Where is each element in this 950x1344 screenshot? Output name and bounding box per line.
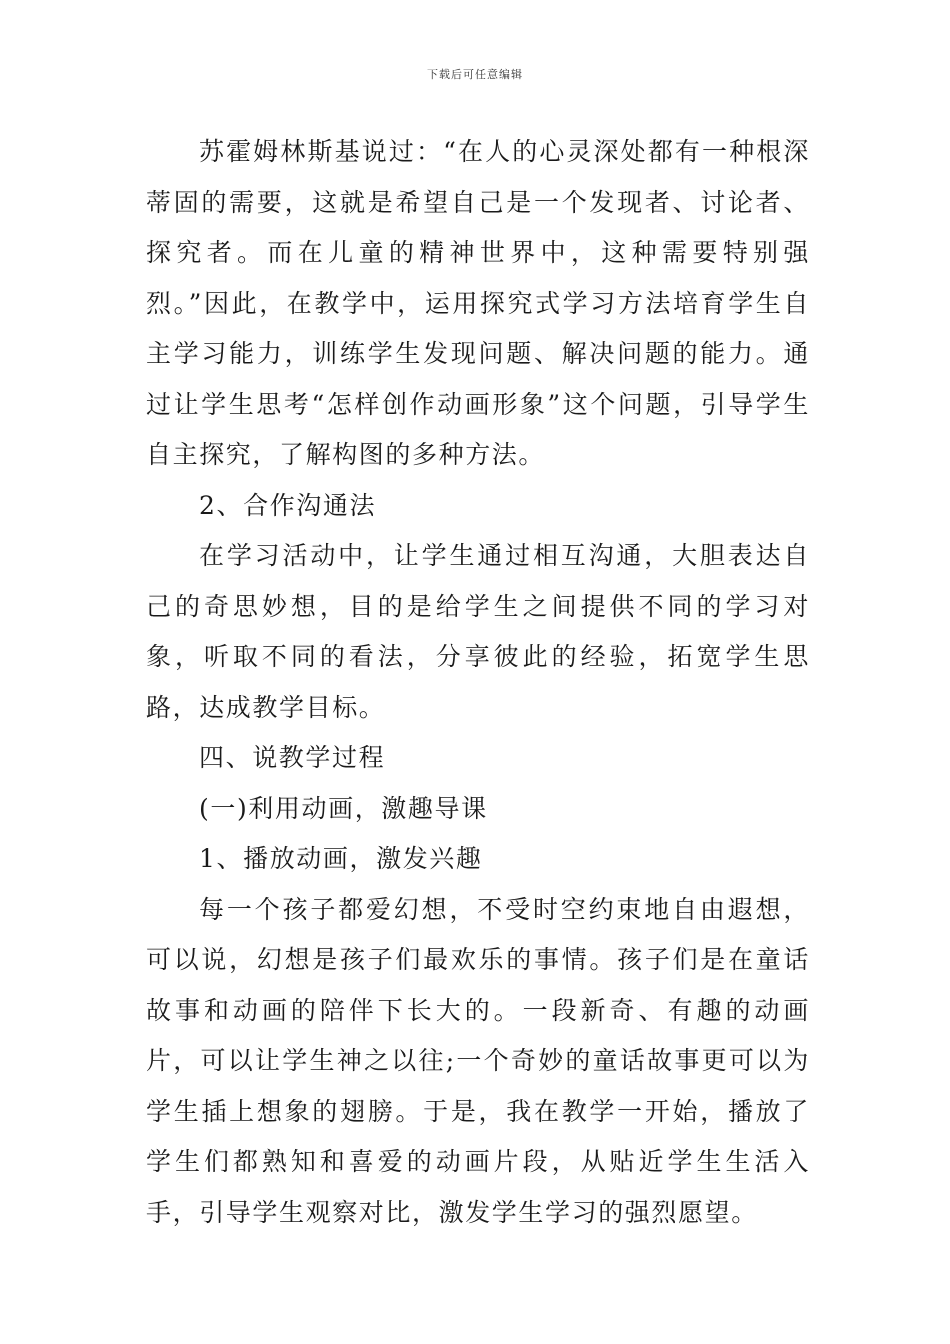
document-body [146,127,810,1238]
paragraph-quote-sukhomlinsky: 苏霍姆林斯基说过：“在人的心灵深处都有一种根深蒂固的需要，这就是希望自己是一个发现者、讨论者、探究者。而在儿童的精神世界中，这种需要特别强烈。”因此，在教学中，运用探究式学习方法培育学生自主学习能力，训练学生发现问题、解决问题的能力。通过让学生思考“怎样创作动画形象”这个问题，引导学生自主探究，了解构图的多种方法。 [146,137,810,469]
page-header-note: 下载后可任意编辑 [427,68,523,81]
heading-animation-intro: (一)利用动画，激趣导课 [199,793,488,823]
heading-cooperative-communication: 2、合作沟通法 [199,490,377,520]
heading-teaching-process: 四、说教学过程 [199,743,386,772]
paragraph-cooperative-communication: 在学习活动中，让学生通过相互沟通，大胆表达自己的奇思妙想，目的是给学生之间提供不同的学习对象，听取不同的看法，分享彼此的经验，拓宽学生思路，达成教学目标。 [146,541,810,722]
heading-play-animation: 1、播放动画，激发兴趣 [199,844,483,873]
paragraph-play-animation: 每一个孩子都爱幻想，不受时空约束地自由遐想，可以说，幻想是孩子们最欢乐的事情。孩子们是在童话故事和动画的陪伴下长大的。一段新奇、有趣的动画片，可以让学生神之以往;一个奇妙的童话故事更可以为学生插上想象的翅膀。于是，我在教学一开始，播放了学生们都熟知和喜爱的动画片段，从贴近学生生活入手，引导学生观察对比，激发学生学习的强烈愿望。 [146,894,810,1227]
